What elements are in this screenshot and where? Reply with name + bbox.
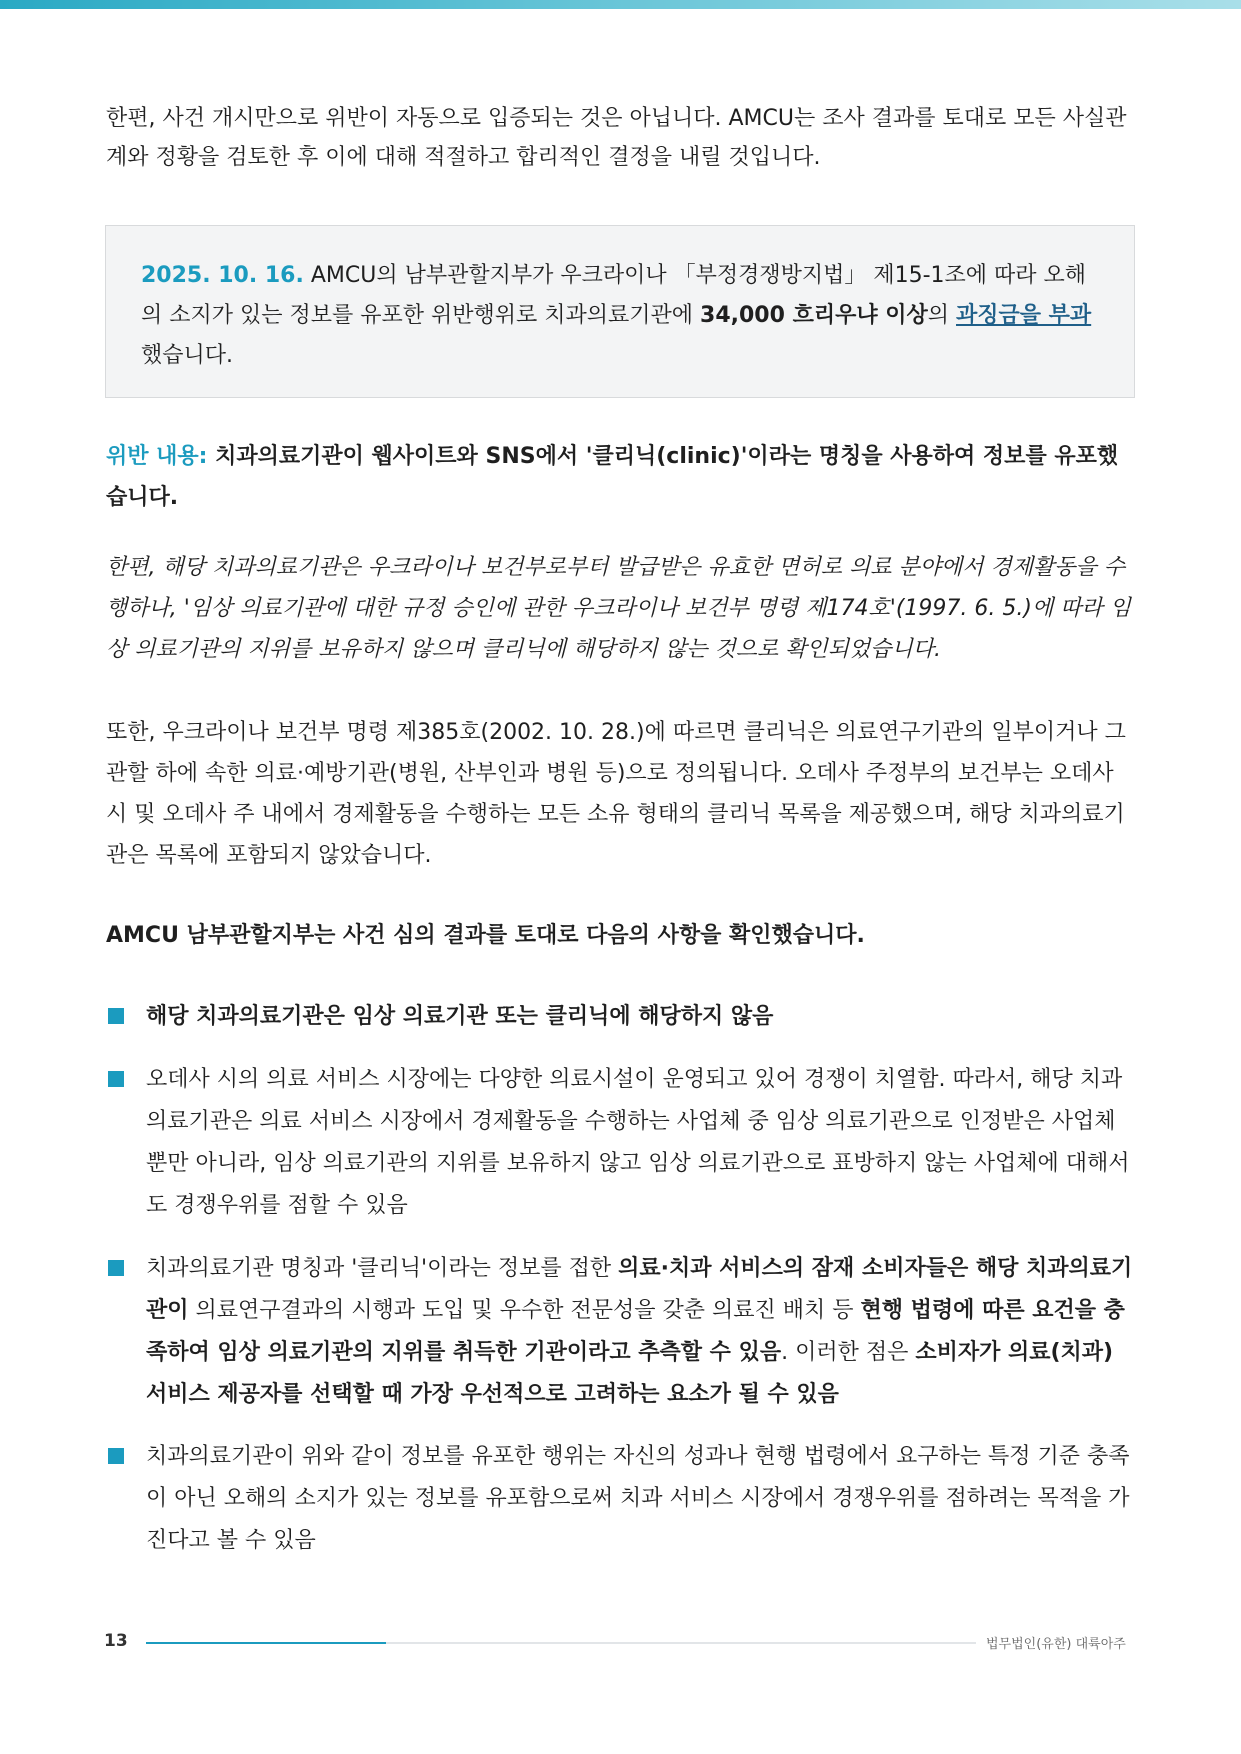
finding-item-3 — [106, 1248, 1136, 1416]
notice-box — [105, 225, 1135, 398]
finding-item-2 — [106, 1059, 1136, 1227]
finding-text-2: 오데사 시의 의료 서비스 시장에는 다양한 의료시설이 운영되고 있어 경쟁이 치열함. 따라서, 해당 치과의료기관은 의료 서비스 시장에서 경제활동을 수행하는 사업체 중 임상 의료기관으로 인정받은 사업체뿐만 아니라, 임상 의료기관의 지위를 보유하지 않고 임상 의료기관으로 표방하지 않는 사업체에 대해서도 경쟁우위를 점할 수 있음 — [146, 1067, 1130, 1218]
bullet-square-icon — [108, 1448, 124, 1464]
notice-text-mid: 의 — [927, 303, 956, 328]
footer-divider — [146, 1642, 976, 1644]
notice-text-after: 했습니다. — [141, 343, 234, 368]
bullet-square-icon — [108, 1260, 124, 1276]
finding-3-part-1: 치과의료기관 명칭과 '클리닉'이라는 정보를 접한 — [146, 1256, 619, 1281]
finding-3-strong-3: 소비자가 의료(치과) 서비스 제공자를 선택할 때 가장 우선적으로 고려하는 요소가 될 수 있음 — [146, 1340, 1114, 1407]
intro-paragraph: 한편, 사건 개시만으로 위반이 자동으로 입증되는 것은 아닙니다. AMCU는 조사 결과를 토대로 모든 사실관계와 정황을 검토한 후 이에 대해 적절하고 합리적인 결정을 내릴 것입니다. — [106, 106, 1127, 170]
firm-name: 법무법인(유한) 대륙아주 — [986, 1637, 1126, 1652]
finding-text-3 — [146, 1248, 1136, 1416]
notice-text — [141, 256, 1101, 376]
finding-3-part-3: . 이러한 점은 — [781, 1340, 916, 1365]
bullet-square-icon — [108, 1008, 124, 1024]
page-number: 13 — [104, 1631, 128, 1651]
ministry-order-paragraph: 또한, 우크라이나 보건부 명령 제385호(2002. 10. 28.)에 따르면 클리닉은 의료연구기관의 일부이거나 그 관할 하에 속한 의료·예방기관(병원, 산부인과 병원 등)으로 정의됩니다. 오데사 주정부의 보건부는 오데사 시 및 오데사 주 내에서 경제활동을 수행하는 모든 소유 형태의 클리닉 목록을 제공했으며, 해당 치과의료기관은 목록에 포함되지 않았습니다. — [106, 720, 1126, 868]
finding-text-1: 해당 치과의료기관은 임상 의료기관 또는 클리닉에 해당하지 않음 — [146, 1004, 774, 1029]
penalty-link[interactable]: 과징금을 부과 — [956, 303, 1092, 328]
footer-accent — [146, 1642, 386, 1644]
bullet-square-icon — [108, 1071, 124, 1087]
findings-heading: AMCU 남부관할지부는 사건 심의 결과를 토대로 다음의 사항을 확인했습니다. — [106, 923, 865, 948]
license-paragraph: 한편, 해당 치과의료기관은 우크라이나 보건부로부터 발급받은 유효한 면허로 의료 분야에서 경제활동을 수행하나, '임상 의료기관에 대한 규정 승인에 관한 우크라이나 보건부 명령 제174호'(1997. 6. 5.)에 따라 임상 의료기관의 지위를 보유하지 않으며 클리닉에 해당하지 않는 것으로 확인되었습니다. — [106, 555, 1131, 662]
finding-text-4: 치과의료기관이 위와 같이 정보를 유포한 행위는 자신의 성과나 현행 법령에서 요구하는 특정 기준 충족이 아닌 오해의 소지가 있는 정보를 유포함으로써 치과 서비스 시장에서 경쟁우위를 점하려는 목적을 가진다고 볼 수 있음 — [146, 1444, 1130, 1553]
violation-paragraph — [106, 436, 1136, 518]
finding-item-1 — [106, 996, 1136, 1038]
violation-text: 치과의료기관이 웹사이트와 SNS에서 '클리닉(clinic)'이라는 명칭을 사용하여 정보를 유포했습니다. — [106, 444, 1119, 510]
notice-text-before: AMCU의 남부관할지부가 우크라이나 「부정경쟁방지법」 제15-1조에 따라 오해의 소지가 있는 정보를 유포한 위반행위로 치과의료기관에 — [141, 263, 1087, 328]
finding-3-strong-2: 현행 법령에 따른 요건을 충족하여 임상 의료기관의 지위를 취득한 기관이라고 추측할 수 있음 — [146, 1298, 1125, 1365]
penalty-amount: 34,000 흐리우냐 이상 — [700, 303, 928, 328]
top-accent-bar — [0, 0, 1241, 9]
finding-item-4 — [106, 1436, 1136, 1562]
finding-3-part-2: 의료연구결과의 시행과 도입 및 우수한 전문성을 갖춘 의료진 배치 등 — [188, 1298, 861, 1323]
finding-3-strong-1: 의료·치과 서비스의 잠재 소비자들은 해당 치과의료기관이 — [146, 1256, 1133, 1323]
violation-label: 위반 내용: — [106, 444, 216, 469]
notice-date: 2025. 10. 16. — [141, 263, 304, 288]
